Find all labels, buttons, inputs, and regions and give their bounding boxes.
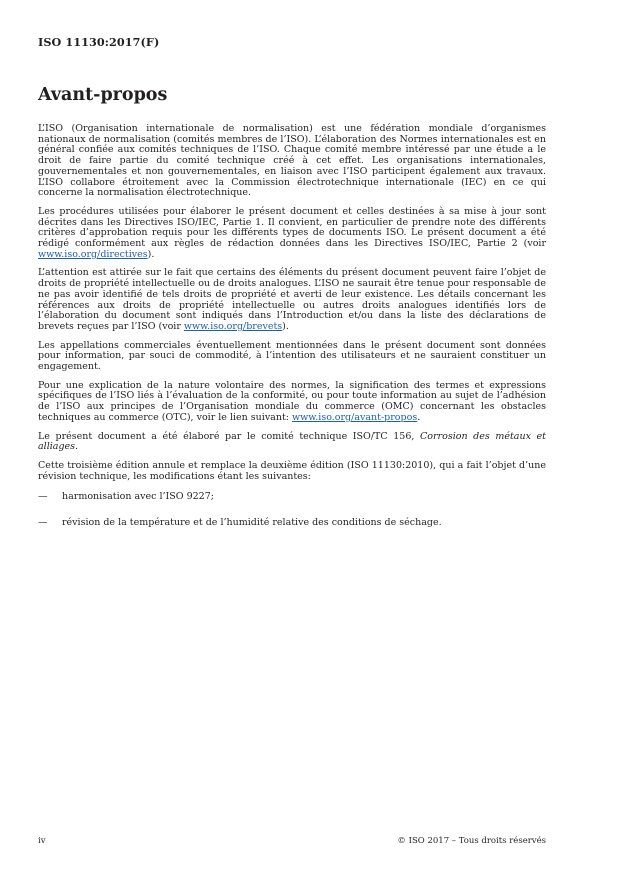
paragraph-trade-names: Les appellations commerciales éventuellement mentionnées dans le présent document sont données pour information, par souci de commodité, à l’intention des utilisateurs et ne sauraient constituer un engagement. [38,339,546,373]
paragraph-voluntary-nature-end: . [417,411,421,423]
paragraph-procedures-end: ). [147,248,155,260]
paragraph-committee [38,432,546,453]
paragraph-procedures [38,207,546,261]
list-dash: — [38,517,48,529]
document-id: ISO 11130:2017(F) [38,35,160,49]
patents-link[interactable]: www.iso.org/brevets [183,320,283,332]
paragraph-committee-text: Le présent document a été élaboré par le comité technique ISO/TC 156, [38,430,421,442]
changes-list [38,492,546,528]
paragraph-patents-text: L’attention est attirée sur le fait que certains des éléments du présent document peuvent faire l’objet de droits de propriété intellectuelle ou de droits analogues. L’ISO ne saurait être tenue pour responsable de ne pas avoir identifié de tels droits de propriété et averti de leur existence. Les détails concernant les références aux droits de propriété intellectuelle ou autres droits analogues identifiés lors de l’élaboration du document sont indiqués dans l’Introduction et/ou dans la liste des déclarations de brevets reçues par l’ISO (voir [38,267,546,332]
paragraph-voluntary-nature-text: Pour une explication de la nature volontaire des normes, la signification des termes et expressions spécifiques de l’ISO liés à l’évaluation de la conformité, ou pour toute information au sujet de l’adhésion de l’ISO aux principes de l’Organisation mondiale du commerce (OMC) concernant les obstacles techniques au commerce (OTC), voir le lien suivant: [38,379,546,423]
copyright-notice: © ISO 2017 – Tous droits réservés [397,836,546,846]
paragraph-edition: Cette troisième édition annule et remplace la deuxième édition (ISO 11130:2010), qui a fait l’objet d’une révision technique, les modifications étant les suivantes: [38,459,546,482]
committee-title: Corrosion des métaux et alliages [38,430,546,453]
list-dash: — [38,491,48,503]
page-title: Avant-propos [38,85,168,105]
paragraph-committee-end: . [75,441,79,453]
paragraph-patents [38,268,546,332]
list-item-text: harmonisation avec l’ISO 9227; [62,491,214,503]
list-item-text: révision de la température et de l’humidité relative des conditions de séchage. [62,517,442,529]
paragraph-procedures-text: Les procédures utilisées pour élaborer le présent document et celles destinées à sa mise à jour sont décrites dans les Directives ISO/IEC, Partie 1. Il convient, en particulier de prendre note des différents critères d’approbation requis pour les différents types de documents ISO. Le présent document a été rédigé conformément aux règles de rédaction données dans les Directives ISO/IEC, Partie 2 (voir [38,205,546,250]
foreword-link[interactable]: www.iso.org/avant-propos [292,411,418,423]
directives-link[interactable]: www.iso.org/directives [38,248,148,260]
list-item [38,518,546,529]
paragraph-iso-intro: L’ISO (Organisation internationale de normalisation) est une fédération mondiale d’organismes nationaux de normalisation (comités membres de l’ISO). L’élaboration des Normes internationales est en général confiée aux comités techniques de l’ISO. Chaque comité membre intéressé par une étude a le droit de faire partie du comité technique créé à cet effet. Les organisations internationales, gouvernementales et non gouvernementales, en liaison avec l’ISO participent également aux travaux. L’ISO collabore étroitement avec la Commission électrotechnique internationale (IEC) en ce qui concerne la normalisation électrotechnique. [38,123,546,199]
paragraph-voluntary-nature [38,381,546,424]
foreword-body [38,124,546,544]
list-item [38,492,546,503]
paragraph-patents-end: ). [282,320,289,332]
page-number: iv [38,836,46,846]
